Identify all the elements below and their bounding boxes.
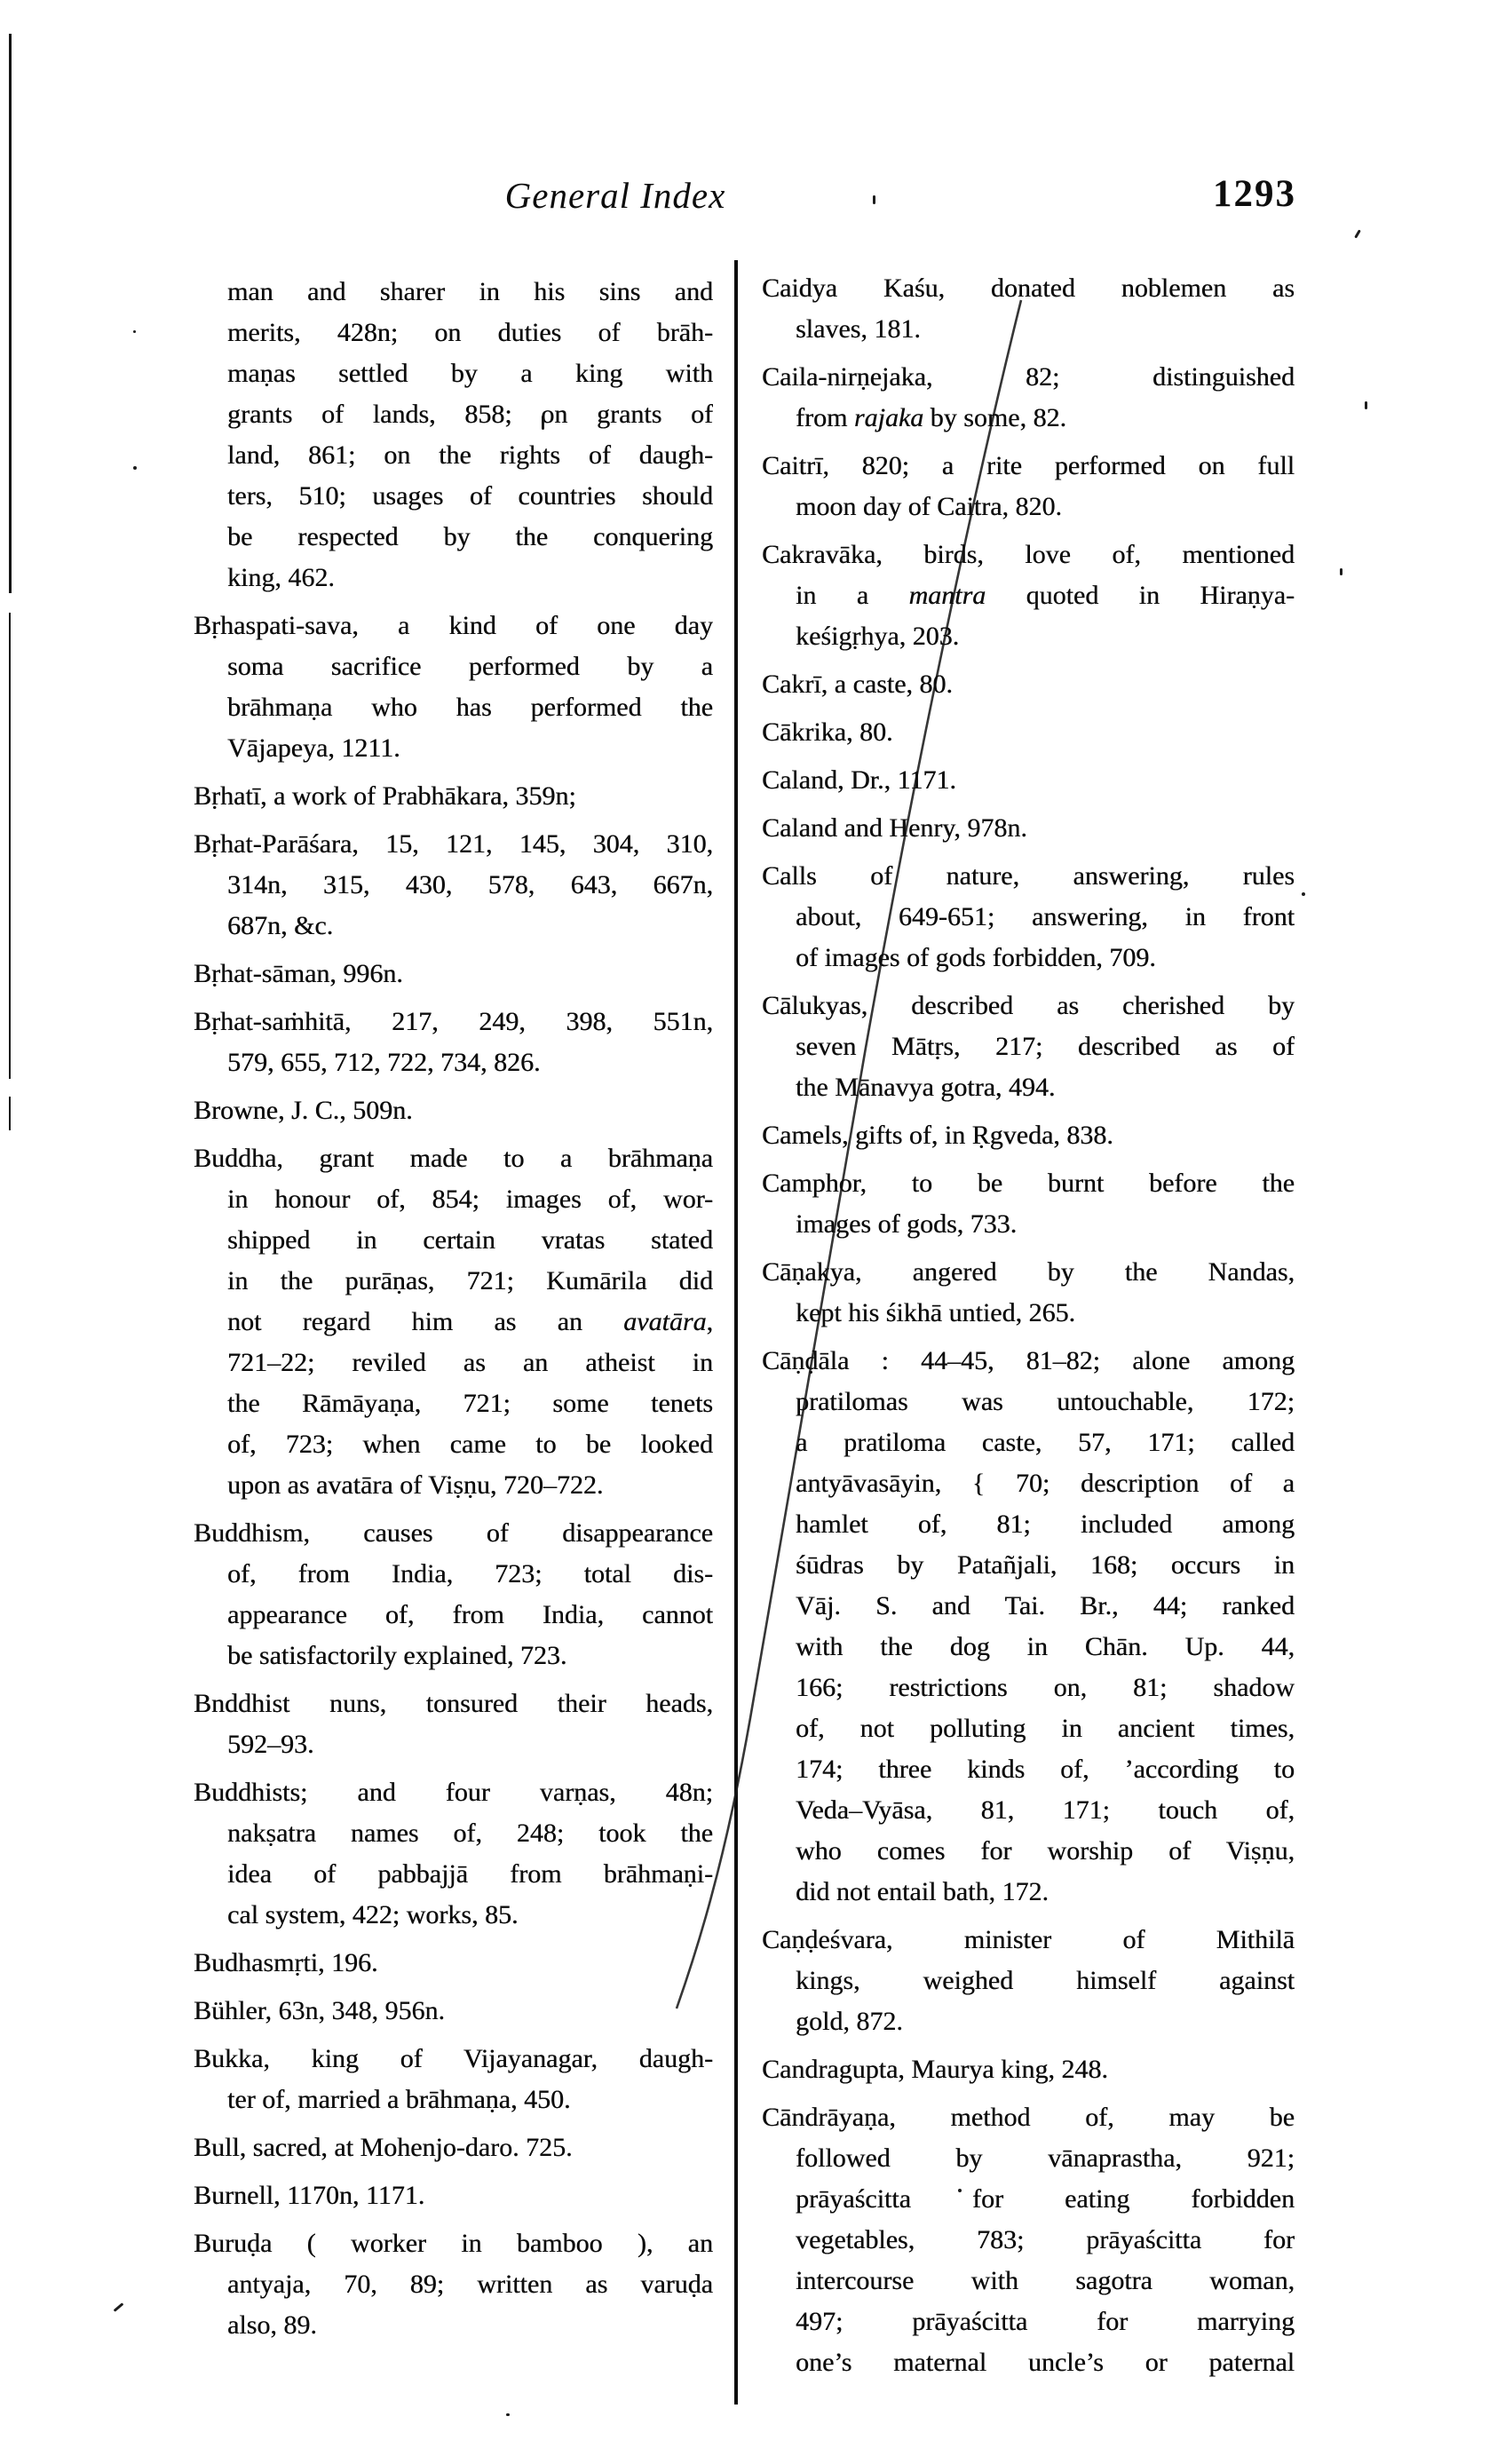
index-line: the Mānavya gotra, 494.	[796, 1073, 1056, 1102]
index-line: from rajaka by some, 82.	[796, 403, 1066, 432]
index-entry	[762, 535, 1295, 657]
scan-speck	[133, 466, 137, 470]
index-entry	[762, 760, 1295, 801]
index-line: intercourse with sagotra woman,	[796, 2266, 1295, 2295]
index-line: 579, 655, 712, 722, 734, 826.	[227, 1048, 541, 1077]
index-line: śūdras by Patañjali, 168; occurs in	[796, 1550, 1295, 1580]
index-line: Cakrī, a caste, 80.	[762, 669, 953, 699]
index-line: in honour of, 854; images of, wor-	[227, 1184, 713, 1214]
index-line: who comes for worship of Viṣṇu,	[796, 1836, 1295, 1866]
index-line: with the dog in Chān. Up. 44,	[796, 1632, 1295, 1661]
index-entry	[762, 1163, 1295, 1245]
index-line: followed by vānaprastha, 921;	[796, 2143, 1295, 2173]
index-line: merits, 428n; on duties of brāh-	[227, 318, 713, 347]
index-line: Cakravāka, birds, love of, mentioned	[762, 540, 1295, 569]
index-line: Caṇḍeśvara, minister of Mithilā	[762, 1925, 1295, 1954]
index-line: vegetables, 783; prāyaścitta for	[796, 2225, 1295, 2254]
index-line: Bull, sacred, at Mohenjo-daro. 725.	[194, 2133, 573, 2162]
scan-speck	[133, 330, 136, 333]
index-entry	[762, 712, 1295, 753]
index-line: pratilomas was untouchable, 172;	[796, 1387, 1295, 1416]
index-entry	[194, 1684, 713, 1765]
index-line: appearance of, from India, cannot	[227, 1600, 713, 1629]
index-entry	[194, 2127, 713, 2168]
scan-speck	[1302, 892, 1305, 896]
page-title: General Index	[504, 175, 726, 216]
index-line: Caila-nirṇejaka, 82; distinguished	[762, 362, 1295, 392]
index-line: did not entail bath, 172.	[796, 1877, 1049, 1906]
index-line: gold, 872.	[796, 2007, 903, 2036]
index-line: seven Mātṛs, 217; described as of	[796, 1032, 1295, 1061]
index-line: slaves, 181.	[796, 314, 921, 344]
index-entry	[762, 357, 1295, 439]
index-line: Bṛhat-saṁhitā, 217, 249, 398, 551n,	[194, 1007, 713, 1036]
index-line: Burnell, 1170n, 1171.	[194, 2181, 425, 2210]
index-line: of, from India, 723; total dis-	[227, 1559, 713, 1589]
index-line: Veda–Vyāsa, 81, 171; touch of,	[796, 1795, 1295, 1825]
index-entry	[194, 606, 713, 769]
index-line: in the purāṇas, 721; Kumārila did	[227, 1266, 713, 1295]
index-line: 721–22; reviled as an atheist in	[227, 1348, 713, 1377]
index-entry	[194, 954, 713, 994]
index-line: Candragupta, Maurya king, 248.	[762, 2055, 1108, 2084]
index-line: ters, 510; usages of countries should	[227, 481, 713, 511]
index-line: Caitrī, 820; a rite performed on full	[762, 451, 1295, 480]
index-line: Buddhism, causes of disappearance	[194, 1518, 713, 1548]
index-line: Bṛhaspati-sava, a kind of one day	[194, 611, 713, 640]
index-line: Browne, J. C., 509n.	[194, 1096, 413, 1125]
index-line: a pratiloma caste, 57, 171; called	[796, 1428, 1295, 1457]
page-number: 1293	[1213, 173, 1296, 215]
index-line: antyāvasāyin, { 70; description of a	[796, 1469, 1295, 1498]
index-entry	[194, 2039, 713, 2120]
index-line: Cālukyas, described as cherished by	[762, 991, 1295, 1020]
index-line: shipped in certain vratas stated	[227, 1225, 713, 1255]
index-entry	[194, 2175, 713, 2216]
index-line: kept his śikhā untied, 265.	[796, 1298, 1075, 1327]
index-line: antyaja, 70, 89; written as varuḍa	[227, 2270, 713, 2299]
index-line: Camels, gifts of, in Ṛgveda, 838.	[762, 1121, 1113, 1150]
index-line: Buddha, grant made to a brāhmaṇa	[194, 1144, 713, 1173]
index-entry	[194, 1943, 713, 1984]
index-line: land, 861; on the rights of daugh-	[227, 440, 713, 470]
index-line: Buruḍa ( worker in bamboo ), an	[194, 2229, 713, 2258]
index-line: maṇas settled by a king with	[227, 359, 713, 388]
index-line: Vājapeya, 1211.	[227, 733, 400, 763]
index-line: Cāṇakya, angered by the Nandas,	[762, 1257, 1295, 1287]
index-line: 166; restrictions on, 81; shadow	[796, 1673, 1295, 1702]
index-line: man and sharer in his sins and	[227, 277, 713, 306]
index-entry	[194, 2223, 713, 2346]
index-line: 687n, &c.	[227, 911, 334, 940]
index-line: of, not polluting in ancient times,	[796, 1714, 1295, 1743]
index-line: Calls of nature, answering, rules	[762, 861, 1295, 891]
index-line: Budhasmṛti, 196.	[194, 1948, 378, 1977]
index-line: 497; prāyaścitta for marrying	[796, 2307, 1295, 2336]
index-line: images of gods, 733.	[796, 1209, 1018, 1239]
index-line: Vāj. S. and Tai. Br., 44; ranked	[796, 1591, 1295, 1620]
index-line: Cākrika, 80.	[762, 717, 893, 747]
index-entry	[194, 1090, 713, 1131]
index-entry	[194, 1138, 713, 1506]
index-line: nakṣatra names of, 248; took the	[227, 1818, 713, 1848]
index-line: hamlet of, 81; included among	[796, 1509, 1295, 1539]
margin-line	[9, 613, 11, 1079]
index-line: 174; three kinds of, ’according to	[796, 1755, 1295, 1784]
index-entry	[194, 272, 713, 598]
index-line: be respected by the conquering	[227, 522, 713, 551]
column-divider	[734, 260, 738, 2405]
index-entry	[762, 2049, 1295, 2090]
index-line: brāhmaṇa who has performed the	[227, 693, 713, 722]
index-line: king, 462.	[227, 563, 335, 592]
index-entry	[194, 824, 713, 947]
index-entry	[762, 856, 1295, 978]
index-line: 314n, 315, 430, 578, 643, 667n,	[227, 870, 713, 899]
index-line: upon as avatāra of Viṣṇu, 720–722.	[227, 1470, 604, 1500]
index-line: grants of lands, 858; on grants of	[227, 400, 713, 429]
index-line: be satisfactorily explained, 723.	[227, 1641, 567, 1670]
index-entry	[762, 808, 1295, 849]
scan-speck	[873, 195, 875, 204]
index-line: the Rāmāyaṇa, 721; some tenets	[227, 1389, 713, 1418]
index-line: Caland and Henry, 978n.	[762, 813, 1027, 843]
index-line: Cāndrāyaṇa, method of, may be	[762, 2103, 1295, 2132]
index-line: Buddhists; and four varṇas, 48n;	[194, 1778, 713, 1807]
index-line: keśigṛhya, 203.	[796, 622, 960, 651]
index-entry	[194, 1772, 713, 1936]
index-entry	[194, 1513, 713, 1676]
index-line: Bnddhist nuns, tonsured their heads,	[194, 1689, 713, 1718]
scan-speck	[1365, 401, 1367, 409]
index-entry	[762, 2097, 1295, 2383]
index-entry	[194, 776, 713, 817]
index-line: 592–93.	[227, 1730, 314, 1759]
index-line: also, 89.	[227, 2310, 317, 2340]
index-line: prāyaścitta for eating forbidden	[796, 2184, 1295, 2214]
scan-speck	[1340, 568, 1342, 575]
margin-line	[9, 34, 12, 593]
index-line: Bṛhat-Parāśara, 15, 121, 145, 304, 310,	[194, 829, 713, 859]
index-line: soma sacrifice performed by a	[227, 652, 713, 681]
left-column	[194, 272, 713, 2353]
scan-speck	[506, 2413, 510, 2416]
index-line: moon day of Caitra, 820.	[796, 492, 1062, 521]
index-entry	[194, 1002, 713, 1083]
margin-line	[9, 1097, 11, 1130]
index-entry	[762, 446, 1295, 527]
index-line: Caidya Kaśu, donated noblemen as	[762, 273, 1295, 303]
index-entry	[762, 664, 1295, 705]
index-line: of images of gods forbidden, 709.	[796, 943, 1156, 972]
index-entry	[194, 1991, 713, 2032]
index-entry	[762, 1252, 1295, 1334]
scan-speck	[1354, 229, 1361, 238]
index-entry	[762, 1115, 1295, 1156]
index-line: Camphor, to be burnt before the	[762, 1169, 1295, 1198]
index-line: Bṛhatī, a work of Prabhākara, 359n;	[194, 781, 576, 811]
right-column	[762, 268, 1295, 2390]
index-entry	[762, 268, 1295, 350]
index-line: Caland, Dr., 1171.	[762, 765, 956, 795]
index-line: not regard him as an avatāra,	[227, 1307, 713, 1336]
index-line: of, 723; when came to be looked	[227, 1430, 713, 1459]
index-line: one’s maternal uncle’s or paternal	[796, 2348, 1295, 2377]
index-line: Bühler, 63n, 348, 956n.	[194, 1996, 445, 2025]
index-line: in a mantra quoted in Hiraṇya-	[796, 581, 1295, 610]
index-line: about, 649-651; answering, in front	[796, 902, 1295, 931]
index-line: Bukka, king of Vijayanagar, daugh-	[194, 2044, 713, 2073]
index-line: cal system, 422; works, 85.	[227, 1900, 519, 1929]
index-line: Bṛhat-sāman, 996n.	[194, 959, 403, 988]
index-line: idea of pabbajjā from brāhmaṇi-	[227, 1859, 713, 1889]
index-line: kings, weighed himself against	[796, 1966, 1295, 1995]
index-line: ter of, married a brāhmaṇa, 450.	[227, 2085, 571, 2114]
index-entry	[762, 1920, 1295, 2042]
index-entry	[762, 1341, 1295, 1913]
scan-speck	[114, 2302, 124, 2312]
index-line: Cāṇḍāla : 44–45, 81–82; alone among	[762, 1346, 1295, 1375]
index-entry	[762, 986, 1295, 1108]
